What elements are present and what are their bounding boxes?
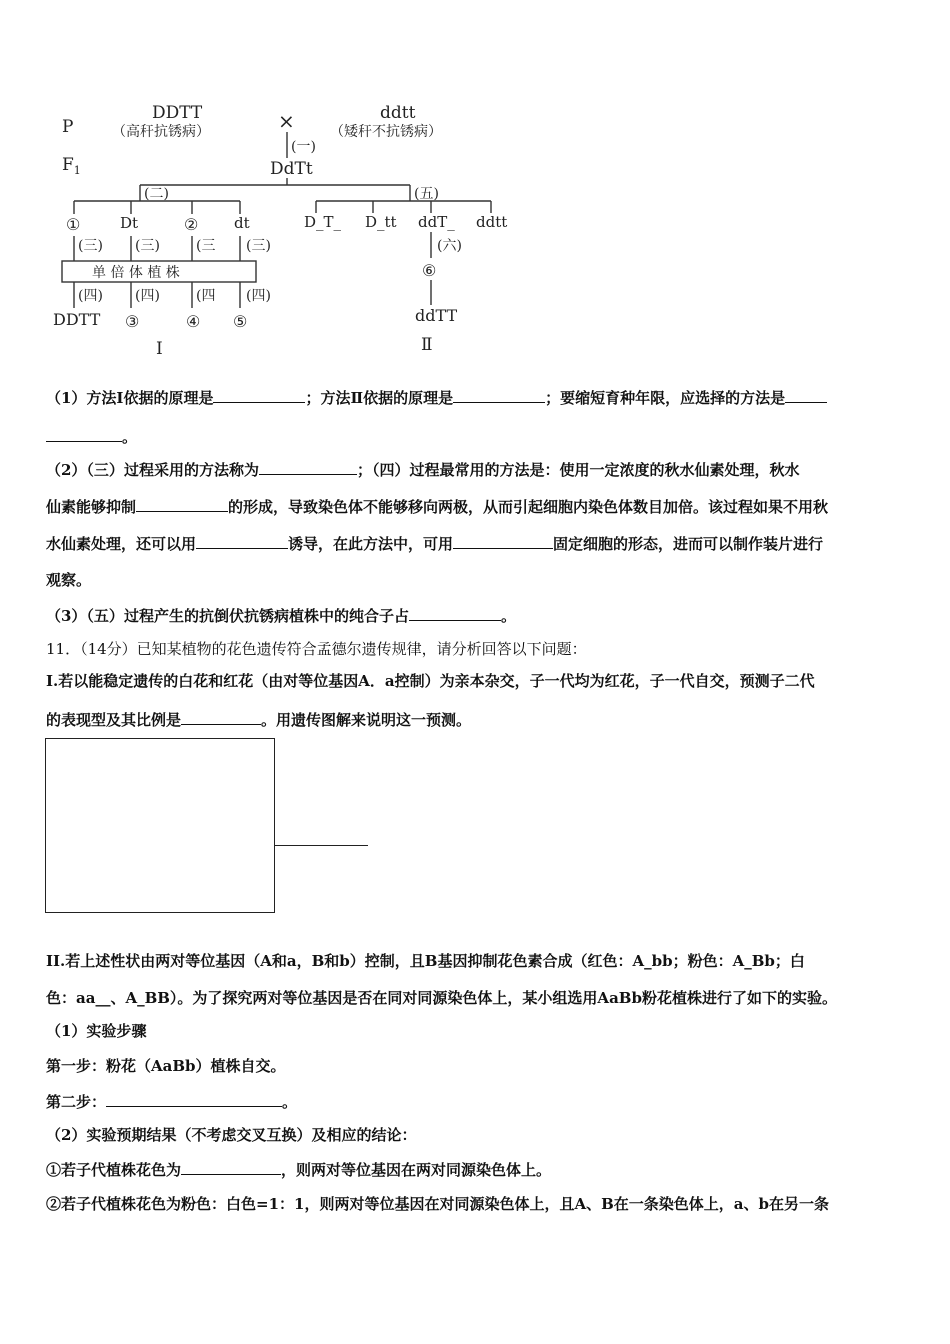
q2-text-8: 观察。: [46, 571, 92, 589]
blank-f2-phenotype-ratio[interactable]: [181, 708, 261, 725]
gamete-1: ①: [66, 215, 81, 234]
p-generation-label: P: [62, 117, 74, 137]
q11-part2-text-2: 色：aa__、A_BB）。为了探究两对等位基因是否在同对同源染色体上，某小组选用AaBb粉花植株进行了如下的实验。: [46, 989, 837, 1007]
blank-method-i-principle[interactable]: [213, 386, 305, 403]
result-2-text: ②若子代植株花色为粉色：白色=1：1，则两对等位基因在对同源染色体上，且A、B在一条染色体上，a、b在另一条: [46, 1195, 829, 1213]
method-i-label: I: [156, 339, 163, 359]
q11-part1-text-1: I.若以能稳定遗传的白花和红花（由对等位基因A．a控制）为亲本杂交，子一代均为红花，子一代自交，预测子二代: [46, 672, 815, 690]
q11-intro-text: 11．（14分）已知某植物的花色遗传符合孟德尔遗传规律，请分析回答以下问题：: [46, 640, 587, 658]
q1-text-1: （1）方法Ⅰ依据的原理是: [46, 388, 214, 407]
result-1: [46, 1158, 551, 1180]
parent1-genotype: DDTT: [152, 103, 203, 123]
step-four-label-4: (四): [246, 288, 271, 304]
result-1-text-2: ，则两对等位基因在两对同源染色体上。: [281, 1160, 552, 1179]
f2-class-4: ddtt: [476, 213, 508, 231]
q2-text-5: 水仙素处理，还可以用: [46, 534, 197, 553]
f2-class-2: D_tt: [365, 213, 397, 231]
selected-6: ⑥: [422, 261, 437, 280]
q1-end: 。: [122, 427, 138, 446]
parent2-phenotype: （矮秆不抗锈病）: [330, 124, 442, 140]
steps-title: [46, 1020, 146, 1041]
steps-title-text: （1）实验步骤: [46, 1022, 147, 1040]
step-one-label: (一): [291, 139, 316, 155]
haploid-box-label: 单 倍 体 植 株: [92, 265, 180, 281]
q11-part1-line-2: [46, 708, 471, 730]
q2-text-7: 固定细胞的形态，进而可以制作装片进行: [553, 534, 824, 553]
q1-text-2: ；方法Ⅱ依据的原理是: [305, 388, 454, 407]
step-1: [46, 1055, 286, 1076]
step-2: [46, 1090, 297, 1112]
blank-fixative[interactable]: [453, 532, 553, 549]
gamete-3: ②: [184, 215, 199, 234]
product-ddtt: DDTT: [53, 310, 101, 329]
q11-part2-line-2: [46, 987, 837, 1008]
blank-fast-method-part2[interactable]: [46, 425, 122, 442]
q1-text-3: ；要缩短育种年限，应选择的方法是: [545, 388, 786, 407]
f1-generation-label: $F_1$: [62, 155, 81, 177]
blank-low-temperature[interactable]: [196, 532, 288, 549]
product-5: ⑤: [233, 312, 248, 331]
step-2-end: 。: [282, 1092, 298, 1111]
blank-fast-method-part1[interactable]: [785, 386, 827, 403]
step-three-label-1: (三): [78, 238, 103, 254]
q11-part1-text-2: 的表现型及其比例是: [46, 710, 182, 729]
f1-genotype: DdTt: [270, 159, 313, 179]
q11-intro: [46, 638, 587, 659]
q11-part1-text-3: 。用遗传图解来说明这一预测。: [261, 710, 472, 729]
q1-line-2: [46, 425, 137, 447]
q3-text: （3）（五）过程产生的抗倒伏抗锈病植株中的纯合子占: [46, 606, 409, 625]
step-three-label-2: (三): [135, 238, 160, 254]
q2-text-3: 仙素能够抑制: [46, 497, 137, 516]
q2-text-2: ；（四）过程最常用的方法是：使用一定浓度的秋水仙素处理，秋水: [356, 460, 800, 479]
blank-homozygote-ratio[interactable]: [409, 604, 501, 621]
gamete-4: dt: [234, 214, 250, 232]
result-2: [46, 1193, 829, 1214]
gamete-2: Dt: [120, 214, 139, 232]
result-1-text-1: ①若子代植株花色为: [46, 1160, 182, 1179]
q11-part1-line-1: [46, 670, 815, 691]
product-3: ③: [125, 312, 140, 331]
parent1-phenotype: （高秆抗锈病）: [112, 124, 210, 140]
q2-line-3: [46, 532, 823, 554]
q2-line-2: [46, 495, 828, 517]
blank-step3-method[interactable]: [259, 458, 357, 475]
results-title-text: （2）实验预期结果（不考虑交叉互换）及相应的结论：: [46, 1126, 417, 1144]
step-six-label: (六): [437, 238, 462, 254]
step-1-text: 第一步：粉花（AaBb）植株自交。: [46, 1057, 286, 1075]
breeding-diagram: [0, 0, 540, 365]
q2-text-1: （2）（三）过程采用的方法称为: [46, 460, 259, 479]
q2-line-1: [46, 458, 799, 480]
product-ddTT: ddTT: [415, 306, 458, 325]
blank-result-1-color[interactable]: [181, 1158, 281, 1175]
parent2-genotype: ddtt: [380, 103, 416, 123]
step-two-label: (二): [144, 186, 169, 202]
blank-spindle[interactable]: [136, 495, 228, 512]
q3-end: 。: [500, 606, 516, 625]
q2-line-4: [46, 569, 91, 590]
q11-part2-line-1: [46, 950, 805, 971]
step-2-text: 第二步：: [46, 1092, 107, 1111]
q1-line-1: [46, 386, 827, 408]
step-four-label-2: (四): [135, 288, 160, 304]
product-4: ④: [186, 312, 201, 331]
q2-text-6: 诱导，在此方法中，可用: [288, 534, 454, 553]
step-four-label-3: (四: [196, 288, 216, 304]
cross-symbol: ×: [278, 109, 295, 133]
answer-box-line: [275, 845, 368, 846]
step-three-label-3: (三: [196, 238, 216, 254]
results-title: [46, 1124, 416, 1145]
f2-class-3: ddT_: [418, 213, 455, 231]
q2-text-4: 的形成，导致染色体不能够移向两极，从而引起细胞内染色体数目加倍。该过程如果不用秋: [228, 497, 829, 516]
f2-class-1: D_T_: [304, 213, 342, 231]
step-three-label-4: (三): [246, 238, 271, 254]
step-five-label: (五): [414, 186, 439, 202]
step-four-label-1: (四): [78, 288, 103, 304]
method-ii-label: Ⅱ: [421, 335, 433, 355]
blank-step2[interactable]: [106, 1090, 282, 1107]
blank-method-ii-principle[interactable]: [453, 386, 545, 403]
genetic-diagram-answer-box[interactable]: [45, 738, 275, 913]
q11-part2-text-1: II.若上述性状由两对等位基因（A和a，B和b）控制，且B基因抑制花色素合成（红色：A_bb；粉色：A_Bb；白: [46, 952, 805, 970]
q3-line: [46, 604, 516, 626]
